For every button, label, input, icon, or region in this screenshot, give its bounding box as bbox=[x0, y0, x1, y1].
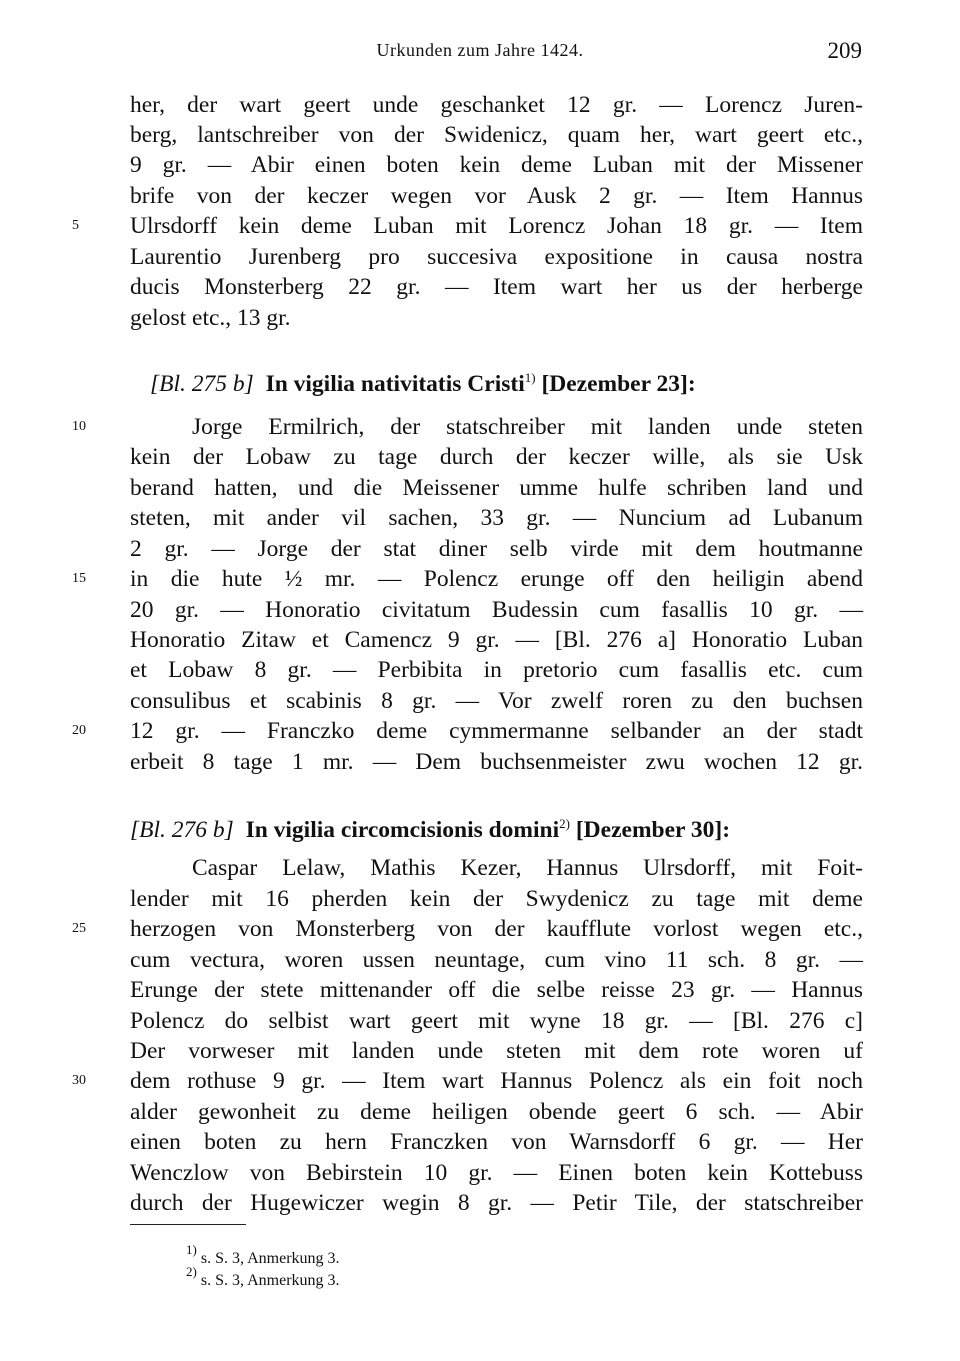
text-line: kein der Lobaw zu tage durch der keczer wille, als sie Usk bbox=[130, 444, 863, 470]
footnote-divider bbox=[130, 1224, 246, 1225]
section-heading-1 bbox=[150, 369, 696, 399]
heading-date: [Dezember 30]: bbox=[575, 817, 731, 843]
section-heading-2 bbox=[130, 815, 730, 845]
heading-date: [Dezember 23]: bbox=[541, 371, 696, 397]
text-line: berand hatten, und die Meissener umme hulfe schriben land und bbox=[130, 475, 863, 501]
footnote-text: s. S. 3, Anmerkung 3. bbox=[200, 1250, 340, 1267]
folio-reference: [Bl. 276 b] bbox=[130, 817, 234, 843]
text-line: berg, lantschreiber von der Swidenicz, quam her, wart geert etc., bbox=[130, 122, 863, 148]
text-line: cum vectura, woren ussen neuntage, cum vino 11 sch. 8 gr. — bbox=[130, 947, 863, 973]
footnote-2 bbox=[186, 1264, 340, 1291]
line-number: 5 bbox=[72, 218, 79, 233]
text-line: et Lobaw 8 gr. — Perbibita in pretorio cum fasallis etc. cum bbox=[130, 657, 863, 683]
text-line: 2 gr. — Jorge der stat diner selb virde mit dem houtmanne bbox=[130, 536, 863, 562]
text-line: consulibus et scabinis 8 gr. — Vor zwelf roren zu den buchsen bbox=[130, 688, 863, 714]
text-line: in die hute ½ mr. — Polencz erunge off den heiligin abend bbox=[130, 566, 863, 592]
text-line: alder gewonheit zu deme heiligen obende geert 6 sch. — Abir bbox=[130, 1099, 863, 1125]
text-line: her, der wart geert unde geschanket 12 gr. — Lorencz Juren- bbox=[130, 92, 863, 118]
text-line: brife von der keczer wegen vor Ausk 2 gr. — Item Hannus bbox=[130, 183, 863, 209]
text-line: 9 gr. — Abir einen boten kein deme Luban mit der Missener bbox=[130, 152, 863, 178]
running-header: Urkunden zum Jahre 1424. bbox=[376, 40, 584, 60]
text-line: Wenczlow von Bebirstein 10 gr. — Einen boten kein Kottebuss bbox=[130, 1160, 863, 1186]
line-number: 30 bbox=[72, 1073, 86, 1088]
footnote-1 bbox=[186, 1242, 340, 1269]
text-line: gelost etc., 13 gr. bbox=[130, 305, 291, 331]
line-number: 10 bbox=[72, 419, 86, 434]
text-line: 12 gr. — Franczko deme cymmermanne selbander an der stadt bbox=[130, 718, 863, 744]
text-line: Caspar Lelaw, Mathis Kezer, Hannus Ulrsdorff, mit Foit- bbox=[192, 855, 863, 881]
text-line: Polencz do selbist wart geert mit wyne 18 gr. — [Bl. 276 c] bbox=[130, 1008, 863, 1034]
text-line: einen boten zu hern Franczken von Warnsdorff 6 gr. — Her bbox=[130, 1129, 863, 1155]
text-line: 20 gr. — Honoratio civitatum Budessin cum fasallis 10 gr. — bbox=[130, 597, 863, 623]
footnote-mark: 2) bbox=[559, 816, 570, 831]
line-number: 25 bbox=[72, 921, 86, 936]
heading-title: In vigilia nativitatis Cristi bbox=[265, 371, 525, 397]
page-number: 209 bbox=[827, 38, 862, 63]
text-line: durch der Hugewiczer wegin 8 gr. — Petir Tile, der statschreiber bbox=[130, 1190, 863, 1216]
text-line: Laurentio Jurenberg pro succesiva expositione in causa nostra bbox=[130, 244, 863, 270]
text-line: Ulrsdorff kein deme Luban mit Lorencz Johan 18 gr. — Item bbox=[130, 213, 863, 239]
line-number: 20 bbox=[72, 723, 86, 738]
heading-title: In vigilia circomcisionis domini bbox=[245, 817, 560, 843]
line-number: 15 bbox=[72, 571, 86, 586]
text-line: lender mit 16 pherden kein der Swydenicz zu tage mit deme bbox=[130, 886, 863, 912]
text-line: Erunge der stete mittenander off die selbe reisse 23 gr. — Hannus bbox=[130, 977, 863, 1003]
footnote-mark: 1) bbox=[186, 1242, 197, 1257]
footnote-text: s. S. 3, Anmerkung 3. bbox=[200, 1272, 340, 1289]
footnote-mark: 2) bbox=[186, 1264, 197, 1279]
text-line: herzogen von Monsterberg von der kaufflute vorlost wegen etc., bbox=[130, 916, 863, 942]
footnote-mark: 1) bbox=[524, 370, 536, 385]
text-line: ducis Monsterberg 22 gr. — Item wart her us der herberge bbox=[130, 274, 863, 300]
text-line: steten, mit ander vil sachen, 33 gr. — Nuncium ad Lubanum bbox=[130, 505, 863, 531]
text-line: erbeit 8 tage 1 mr. — Dem buchsenmeister zwu wochen 12 gr. bbox=[130, 749, 863, 775]
text-line: Honoratio Zitaw et Camencz 9 gr. — [Bl. 276 a] Honoratio Luban bbox=[130, 627, 863, 653]
text-line: Jorge Ermilrich, der statschreiber mit landen unde steten bbox=[192, 414, 863, 440]
text-line: Der vorweser mit landen unde steten mit dem rote woren uf bbox=[130, 1038, 863, 1064]
folio-reference: [Bl. 275 b] bbox=[150, 371, 254, 397]
text-line: dem rothuse 9 gr. — Item wart Hannus Polencz als ein foit noch bbox=[130, 1068, 863, 1094]
